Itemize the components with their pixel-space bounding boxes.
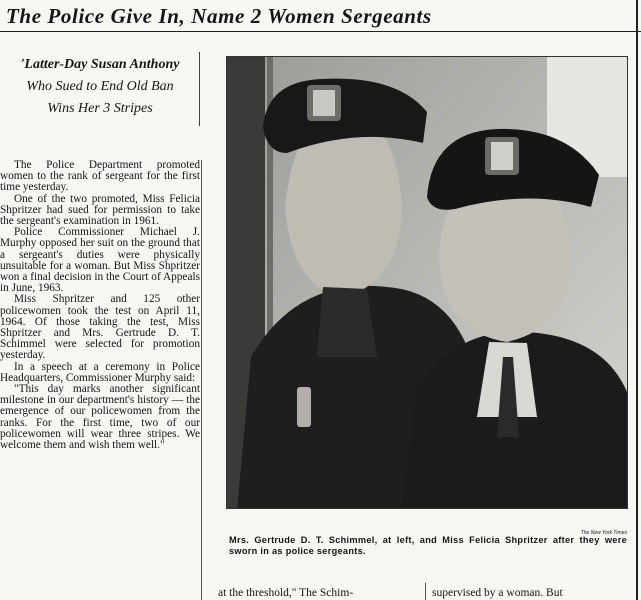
photo-illustration <box>227 57 628 509</box>
headline: The Police Give In, Name 2 Women Sergeants <box>6 4 432 28</box>
subheadline <box>6 54 194 120</box>
right-edge-rule <box>636 0 638 600</box>
continuation-column-2: at the threshold," The Schim- <box>218 587 354 599</box>
column-rule <box>425 583 426 600</box>
body-paragraph: The Police Department promoted women to the rank of sergeant for the first time yesterday. <box>0 159 200 194</box>
body-paragraph: Police Commissioner Michael J. Murphy opposed her suit on the ground that a sergeant's duties were physically unsuitable for a woman. But Miss Shpritzer won a final decision in the Court of Appeals in June, 1963. <box>0 226 200 295</box>
body-paragraph: "This day marks another significant milestone in our department's history — the emergence of our policewomen from the ranks. For the first time, two of our policewomen will wear three stripes. We welcome them and wish them well." <box>0 383 200 452</box>
continuation-column-3: supervised by a woman. But <box>432 587 563 599</box>
photo-credit: The New York Times <box>580 530 627 536</box>
top-rule <box>0 31 641 32</box>
subhead-line-2: Who Sued to End Old Ban <box>26 79 174 94</box>
subhead-line-1: 'Latter-Day Susan Anthony <box>20 57 180 72</box>
photo-caption: Mrs. Gertrude D. T. Schimmel, at left, and Miss Felicia Shpritzer after they were sworn in as police sergeants. <box>229 535 627 556</box>
column-rule <box>201 160 202 600</box>
body-paragraph: In a speech at a ceremony in Police Headquarters, Commissioner Murphy said: <box>0 360 200 384</box>
body-paragraph: One of the two promoted, Miss Felicia Shpritzer had sued for permission to take the sergeant's examination in 1961. <box>0 192 200 228</box>
article-body <box>0 160 200 451</box>
body-paragraph: Miss Shpritzer and 125 other policewomen took the test on April 11, 1964. Of those taking the test, Miss Shpritzer and Mrs. Gertrude D. T. Schimmel were selected for promotion yesterday. <box>0 293 200 362</box>
subhead-line-3: Wins Her 3 Stripes <box>47 101 153 116</box>
news-photo <box>226 56 628 509</box>
subhead-rule <box>199 52 200 126</box>
